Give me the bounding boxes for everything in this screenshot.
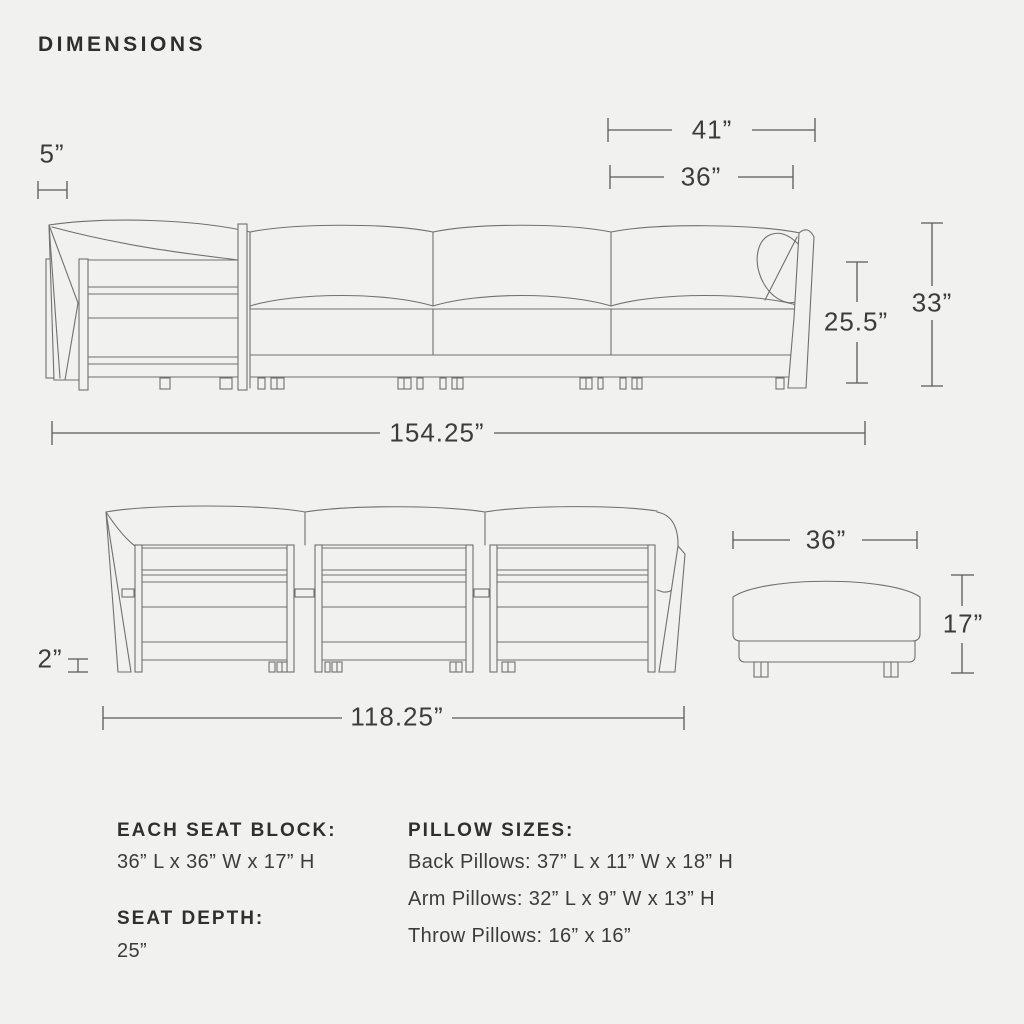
corner-frame-post-right: [238, 224, 247, 390]
front-feet: [160, 378, 784, 389]
ottoman-drawing: [733, 581, 920, 677]
back-feet: [269, 662, 515, 672]
seat-depth-heading: SEAT DEPTH:: [117, 908, 265, 929]
pillow-sizes-throw: Throw Pillows: 16” x 16”: [408, 925, 631, 947]
dim-line-2: [68, 659, 88, 672]
pillow-sizes-heading: PILLOW SIZES:: [408, 820, 575, 841]
dim-label-25-5in: 25.5”: [823, 306, 889, 337]
ottoman-cushion: [733, 581, 920, 641]
corner-arm-wedge: [49, 225, 78, 380]
dim-label-36in-ottoman: 36”: [805, 524, 847, 555]
page-title: DIMENSIONS: [38, 33, 207, 56]
sofa-front-drawing: [46, 220, 821, 390]
dim-label-5in: 5”: [39, 138, 65, 169]
ottoman-feet: [754, 662, 898, 677]
back-frame-connectors: [122, 589, 489, 597]
pillow-sizes-back: Back Pillows: 37” L x 11” W x 18” H: [408, 851, 734, 873]
front-seat-cushions: [250, 296, 800, 307]
dim-label-2in: 2”: [37, 643, 63, 674]
corner-cushion-top: [49, 220, 250, 232]
corner-frame-post-left: [79, 259, 88, 390]
dim-label-17in: 17”: [942, 608, 984, 639]
dim-label-118-25in: 118.25”: [350, 701, 444, 732]
ottoman-base: [739, 641, 915, 662]
seat-block-value: 36” L x 36” W x 17” H: [117, 851, 315, 873]
dim-label-36in-top: 36”: [680, 161, 722, 192]
dim-label-33in: 33”: [911, 287, 953, 318]
back-frame-section-3: [490, 545, 655, 672]
back-frame-section-2: [315, 545, 473, 672]
back-frame-section-1: [135, 545, 294, 672]
sofa-back-drawing: [106, 506, 685, 672]
dim-line-5: [38, 181, 67, 199]
back-cushion-tops: [106, 506, 657, 545]
front-back-cushions: [250, 225, 800, 233]
corner-cushion-slope: [52, 227, 238, 260]
pillow-sizes-arm: Arm Pillows: 32” L x 9” W x 13” H: [408, 888, 715, 910]
seat-block-heading: EACH SEAT BLOCK:: [117, 820, 337, 841]
dim-label-41in: 41”: [691, 114, 733, 145]
seat-depth-value: 25”: [117, 940, 148, 962]
dim-label-154-25in: 154.25”: [389, 417, 485, 448]
